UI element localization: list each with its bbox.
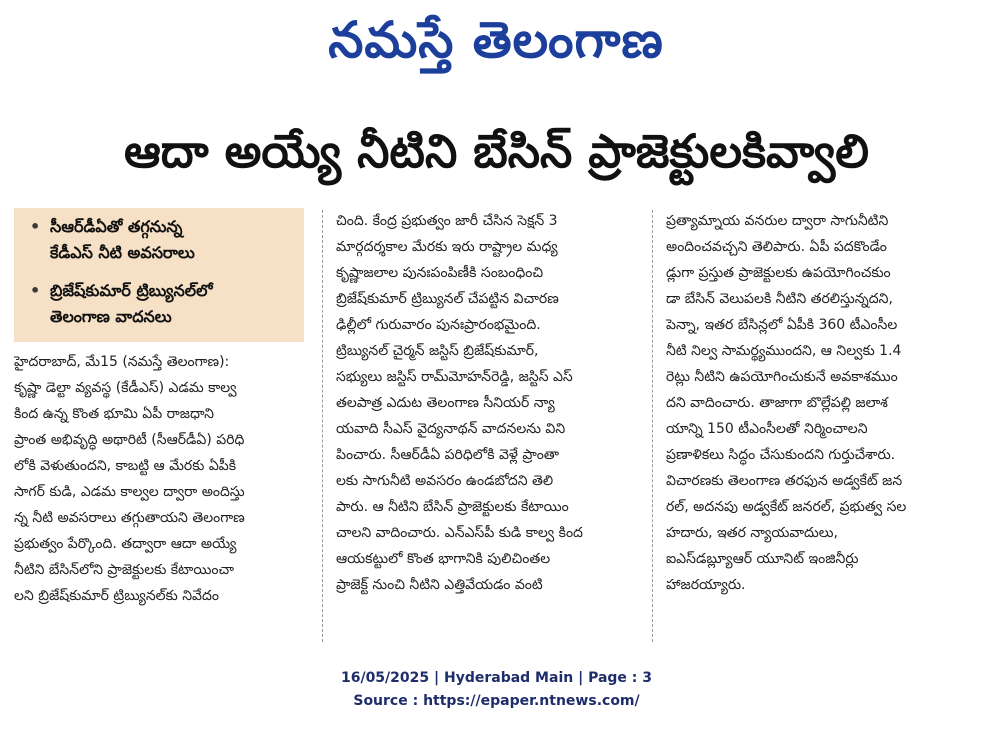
column-text-line: దని వాదించారు. తాజాగా బొల్లేపల్లి జలాశ: [666, 395, 888, 411]
article-column-1: [14, 349, 310, 609]
article-headline: ఆదా అయ్యే నీటిని బేసిన్ ప్రాజెక్టులకివ్వాలి: [124, 124, 869, 178]
column-text-line: మార్గదర్శకాల మేరకు ఇరు రాష్ట్రాల మధ్య: [336, 239, 558, 255]
column-text-line: ఆయకట్టులో కొంత భాగానికి పులిచింతల: [336, 551, 551, 567]
column-text-line: లోకి వెళుతుందని, కాబట్టి ఆ మేరకు ఏపీకి: [14, 458, 237, 474]
column-text-line: లని బ్రిజేష్‌కుమార్ ట్రిబ్యునల్‌కు నివేదం: [14, 588, 219, 604]
column-text-line: పెన్నా, ఇతర బేసిన్లలో ఏపీకి 360 టీఎంసీల: [666, 317, 898, 333]
column-text-line: ప్రాంత అభివృద్ధి అథారిటీ (సీఆర్‌డీఏ) పరిధి: [14, 432, 245, 448]
column-text-line: నీటి నిల్వ సామర్థ్యముందని, ఆ నిల్వకు 1.4: [666, 343, 902, 359]
column-text-line: తలపాత్ర ఎదుట తెలంగాణ సీనియర్ న్యా: [336, 395, 555, 411]
footer-date-edition: 16/05/2025 | Hyderabad Main | Page : 3: [340, 670, 653, 686]
column-text-line: హైదరాబాద్, మే15 (నమస్తే తెలంగాణ):: [14, 354, 230, 370]
article-column-2: [336, 208, 636, 598]
column-text-line: రల్, అదనపు అడ్వకేట్ జనరల్, ప్రభుత్వ సల: [666, 499, 907, 515]
column-text-line: యాన్ని 150 టీఎంసీలతో నిర్మించాలని: [666, 421, 868, 437]
column-text-line: ఐఎస్‌డబ్ల్యూఆర్ యూనిట్ ఇంజినీర్లు: [666, 551, 859, 567]
column-text-line: డా బేసిన్ వెలుపలకి నీటిని తరలిస్తున్నదని,: [666, 291, 893, 307]
column-text-line: నీటిని బేసిన్‌లోని ప్రాజెక్టులకు కేటాయించా: [14, 562, 234, 578]
column-text-line: హాజరయ్యారు.: [666, 577, 746, 593]
column-text-line: సాగర్ కుడి, ఎడమ కాల్వల ద్వారా అందిస్తు: [14, 484, 245, 500]
column-text-line: చింది. కేంద్ర ప్రభుత్వం జారీ చేసిన సెక్షన్ 3: [336, 213, 558, 229]
column-text-line: కృష్ణా డెల్టా వ్యవస్థ (కేడీఎస్) ఎడమ కాల్వ: [14, 380, 237, 396]
newspaper-masthead: నమస్తే తెలంగాణ: [328, 10, 664, 69]
highlights-box: [14, 208, 304, 342]
highlight-line: తెలంగాణ వాదనలు: [50, 307, 172, 326]
highlight-line: బ్రిజేష్‌కుమార్ ట్రిబ్యునల్‌లో: [50, 281, 213, 300]
column-text-line: చాలని వాదించారు. ఎన్‌ఎస్‌పీ కుడి కాల్వ కింద: [336, 525, 583, 541]
column-text-line: పారు. ఆ నీటిని బేసిన్ ప్రాజెక్టులకు కేటాయిం: [336, 499, 569, 515]
highlight-line: కేడీఎస్ నీటి అవసరాలు: [50, 243, 195, 262]
column-text-line: డ్లుగా ప్రస్తుత ప్రాజెక్టులకు ఉపయోగించకుం: [666, 265, 891, 281]
column-text-line: అందించవచ్చని తెలిపారు. ఏపీ పదకొండేం: [666, 239, 887, 255]
column-text-line: రెట్లు నీటిని ఉపయోగించుకునే అవకాశముం: [666, 369, 898, 385]
column-text-line: కృష్ణాజలాల పునఃపంపిణీకి సంబంధించి: [336, 265, 544, 281]
column-text-line: ప్రణాళికలు సిద్ధం చేసుకుందని గుర్తుచేశారు.: [666, 447, 896, 463]
highlight-item: [30, 214, 300, 266]
article-column-3: [666, 208, 971, 598]
bullet-icon: •: [30, 281, 41, 300]
column-divider: [652, 210, 653, 642]
column-text-line: విచారణకు తెలంగాణ తరఫున అడ్వకేట్ జన: [666, 473, 903, 489]
column-divider: [322, 210, 323, 642]
column-text-line: బ్రిజేష్‌కుమార్ ట్రిబ్యునల్ చేపట్టిన విచారణ: [336, 291, 559, 307]
footer-source-link[interactable]: Source : https://epaper.ntnews.com/: [353, 693, 640, 709]
highlight-line: సీఆర్‌డీఏతో తగ్గనున్న: [50, 217, 183, 236]
column-text-line: ప్రత్యామ్నాయ వనరుల ద్వారా సాగునీటిని: [666, 213, 889, 229]
column-text-line: పించారు. సీఆర్‌డీఏ పరిధిలోకి వెళ్లే ప్రాంతా: [336, 447, 560, 463]
column-text-line: యవాది సీఎస్ వైద్యనాథన్ వాదనలను విని: [336, 421, 566, 437]
column-text-line: కింద ఉన్న కొంత భూమి ఏపీ రాజధాని: [14, 406, 214, 422]
column-text-line: ప్రాజెక్ట్ నుంచి నీటిని ఎత్తివేయడం వంటి: [336, 577, 543, 593]
column-text-line: న్న నీటి అవసరాలు తగ్గుతాయని తెలంగాణ: [14, 510, 245, 526]
bullet-icon: •: [30, 217, 41, 236]
column-text-line: ట్రిబ్యునల్ చైర్మన్ జస్టిస్ బ్రిజేష్‌కుమార్,: [336, 343, 539, 359]
column-text-line: లకు సాగునీటి అవసరం ఉండబోదని తెలి: [336, 473, 554, 489]
column-text-line: ప్రభుత్వం పేర్కొంది. తద్వారా ఆదా అయ్యే: [14, 536, 237, 552]
column-text-line: హదారు, ఇతర న్యాయవాదులు,: [666, 525, 838, 541]
column-text-line: సభ్యులు జస్టిస్ రామ్‌మోహన్‌రెడ్డి, జస్టిస్ ఎస్: [336, 369, 573, 385]
highlight-item: [30, 278, 300, 330]
column-text-line: ఢిల్లీలో గురువారం పునఃప్రారంభమైంది.: [336, 317, 541, 333]
